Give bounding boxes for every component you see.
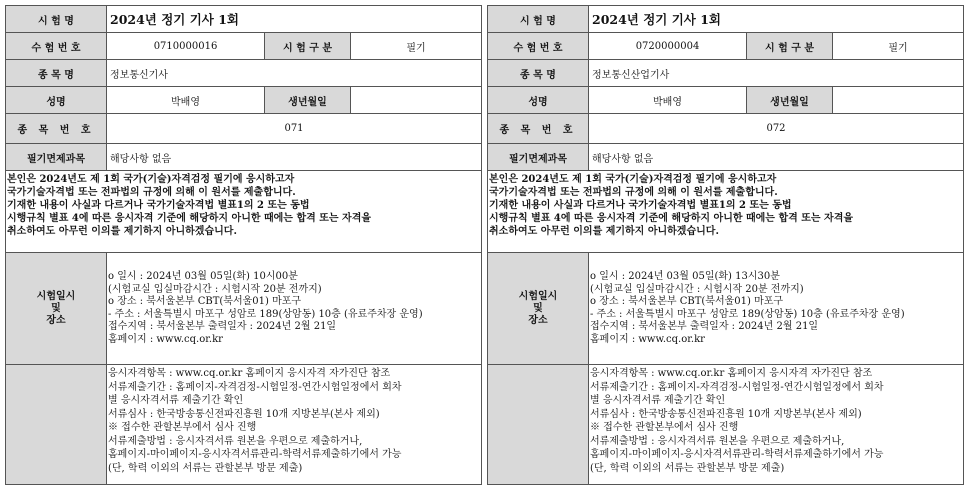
subject-label: 종 목 명 [488,60,589,87]
subject-code-value: 071 [107,114,482,144]
subject-label: 종 목 명 [6,60,107,87]
notes-label-cell [6,365,107,485]
exemption-label: 필기면제과목 [488,144,589,171]
exemption-value: 해당사항 없음 [589,144,964,171]
subject-code-value: 072 [589,114,964,144]
declaration-text: 본인은 2024년도 제 1회 국가(기술)자격검정 필기에 응시하고자 국가기술자격법 또는 전파법의 규정에 의해 이 원서를 제출합니다. 기재한 내용이 사실과 다르거나 국가기술자격법 별표1의 2 또는 동법 시행규칙 별표 4에 따른 응시자격 기준에 해당하지 아니한 때에는 합격 또는 자격을 취소하여도 아무런 이의를 제기하지 아니하겠습니다. [488,171,964,253]
exam-type-value: 필기 [351,33,482,60]
exam-number-value: 0720000004 [589,33,747,60]
birth-value [833,87,964,114]
exam-type-value: 필기 [833,33,964,60]
name-value: 박배영 [589,87,747,114]
exemption-value: 해당사항 없음 [107,144,482,171]
schedule-label: 시험일시 및 장소 [6,253,107,365]
schedule-info: o 일시 : 2024년 03월 05일(화) 10시00분 (시험교실 입실마감시간 : 시험시작 20분 전까지) o 장소 : 북서울본부 CBT(북서울01) 마포구 - 주소 : 서울특별시 마포구 성암로 189(상암동) 10층 (유료주차장 운영) 접수지역 : 북서울본부 출력일자 : 2024년 2월 21일 홈페이지 : www.cq.or.kr [107,253,482,365]
exam-ticket-1 [5,5,481,485]
name-value: 박배영 [107,87,265,114]
birth-label: 생년월일 [747,87,833,114]
subject-value: 정보통신산업기사 [589,60,964,87]
exam-name-label: 시 험 명 [488,6,589,33]
exam-number-value: 0710000016 [107,33,265,60]
exam-name-label: 시 험 명 [6,6,107,33]
exam-type-label: 시 험 구 분 [265,33,351,60]
subject-value: 정보통신기사 [107,60,482,87]
exam-type-label: 시 험 구 분 [747,33,833,60]
name-label: 성명 [488,87,589,114]
exam-name-value: 2024년 정기 기사 1회 [107,6,482,33]
ticket-table [5,5,482,485]
exam-name-value: 2024년 정기 기사 1회 [589,6,964,33]
ticket-table [487,5,964,485]
exam-ticket-2 [487,5,963,485]
exam-number-label: 수 험 번 호 [488,33,589,60]
subject-code-label: 종 목 번 호 [6,114,107,144]
birth-label: 생년월일 [265,87,351,114]
birth-value [351,87,482,114]
notes-label-cell [488,365,589,485]
notes-info: 응시자격항목 : www.cq.or.kr 홈페이지 응시자격 자가진단 참조 서류제출기간 : 홈페이지-자격검정-시험일정-연간시험일정에서 회차 별 응시자격서류 제출기간 확인 서류심사 : 한국방송통신전파진흥원 10개 지방본부(본사 제외) ※ 접수한 관할본부에서 심사 진행 서류제출방법 : 응시자격서류 원본을 우편으로 제출하거나, 홈페이지-마이페이지-응시자격서류관리-학력서류제출하기에서 가능 (단, 학력 이외의 서류는 관할본부 방문 제출) [107,365,482,485]
name-label: 성명 [6,87,107,114]
schedule-label: 시험일시 및 장소 [488,253,589,365]
schedule-info: o 일시 : 2024년 03월 05일(화) 13시30분 (시험교실 입실마감시간 : 시험시작 20분 전까지) o 장소 : 북서울본부 CBT(북서울01) 마포구 - 주소 : 서울특별시 마포구 성암로 189(상암동) 10층 (유료주차장 운영) 접수지역 : 북서울본부 출력일자 : 2024년 2월 21일 홈페이지 : www.cq.or.kr [589,253,964,365]
exemption-label: 필기면제과목 [6,144,107,171]
subject-code-label: 종 목 번 호 [488,114,589,144]
exam-number-label: 수 험 번 호 [6,33,107,60]
declaration-text: 본인은 2024년도 제 1회 국가(기술)자격검정 필기에 응시하고자 국가기술자격법 또는 전파법의 규정에 의해 이 원서를 제출합니다. 기재한 내용이 사실과 다르거나 국가기술자격법 별표1의 2 또는 동법 시행규칙 별표 4에 따른 응시자격 기준에 해당하지 아니한 때에는 합격 또는 자격을 취소하여도 아무런 이의를 제기하지 아니하겠습니다. [6,171,482,253]
notes-info: 응시자격항목 : www.cq.or.kr 홈페이지 응시자격 자가진단 참조 서류제출기간 : 홈페이지-자격검정-시험일정-연간시험일정에서 회차 별 응시자격서류 제출기간 확인 서류심사 : 한국방송통신전파진흥원 10개 지방본부(본사 제외) ※ 접수한 관할본부에서 심사 진행 서류제출방법 : 응시자격서류 원본을 우편으로 제출하거나, 홈페이지-마이페이지-응시자격서류관리-학력서류제출하기에서 가능 (단, 학력 이외의 서류는 관할본부 방문 제출) [589,365,964,485]
